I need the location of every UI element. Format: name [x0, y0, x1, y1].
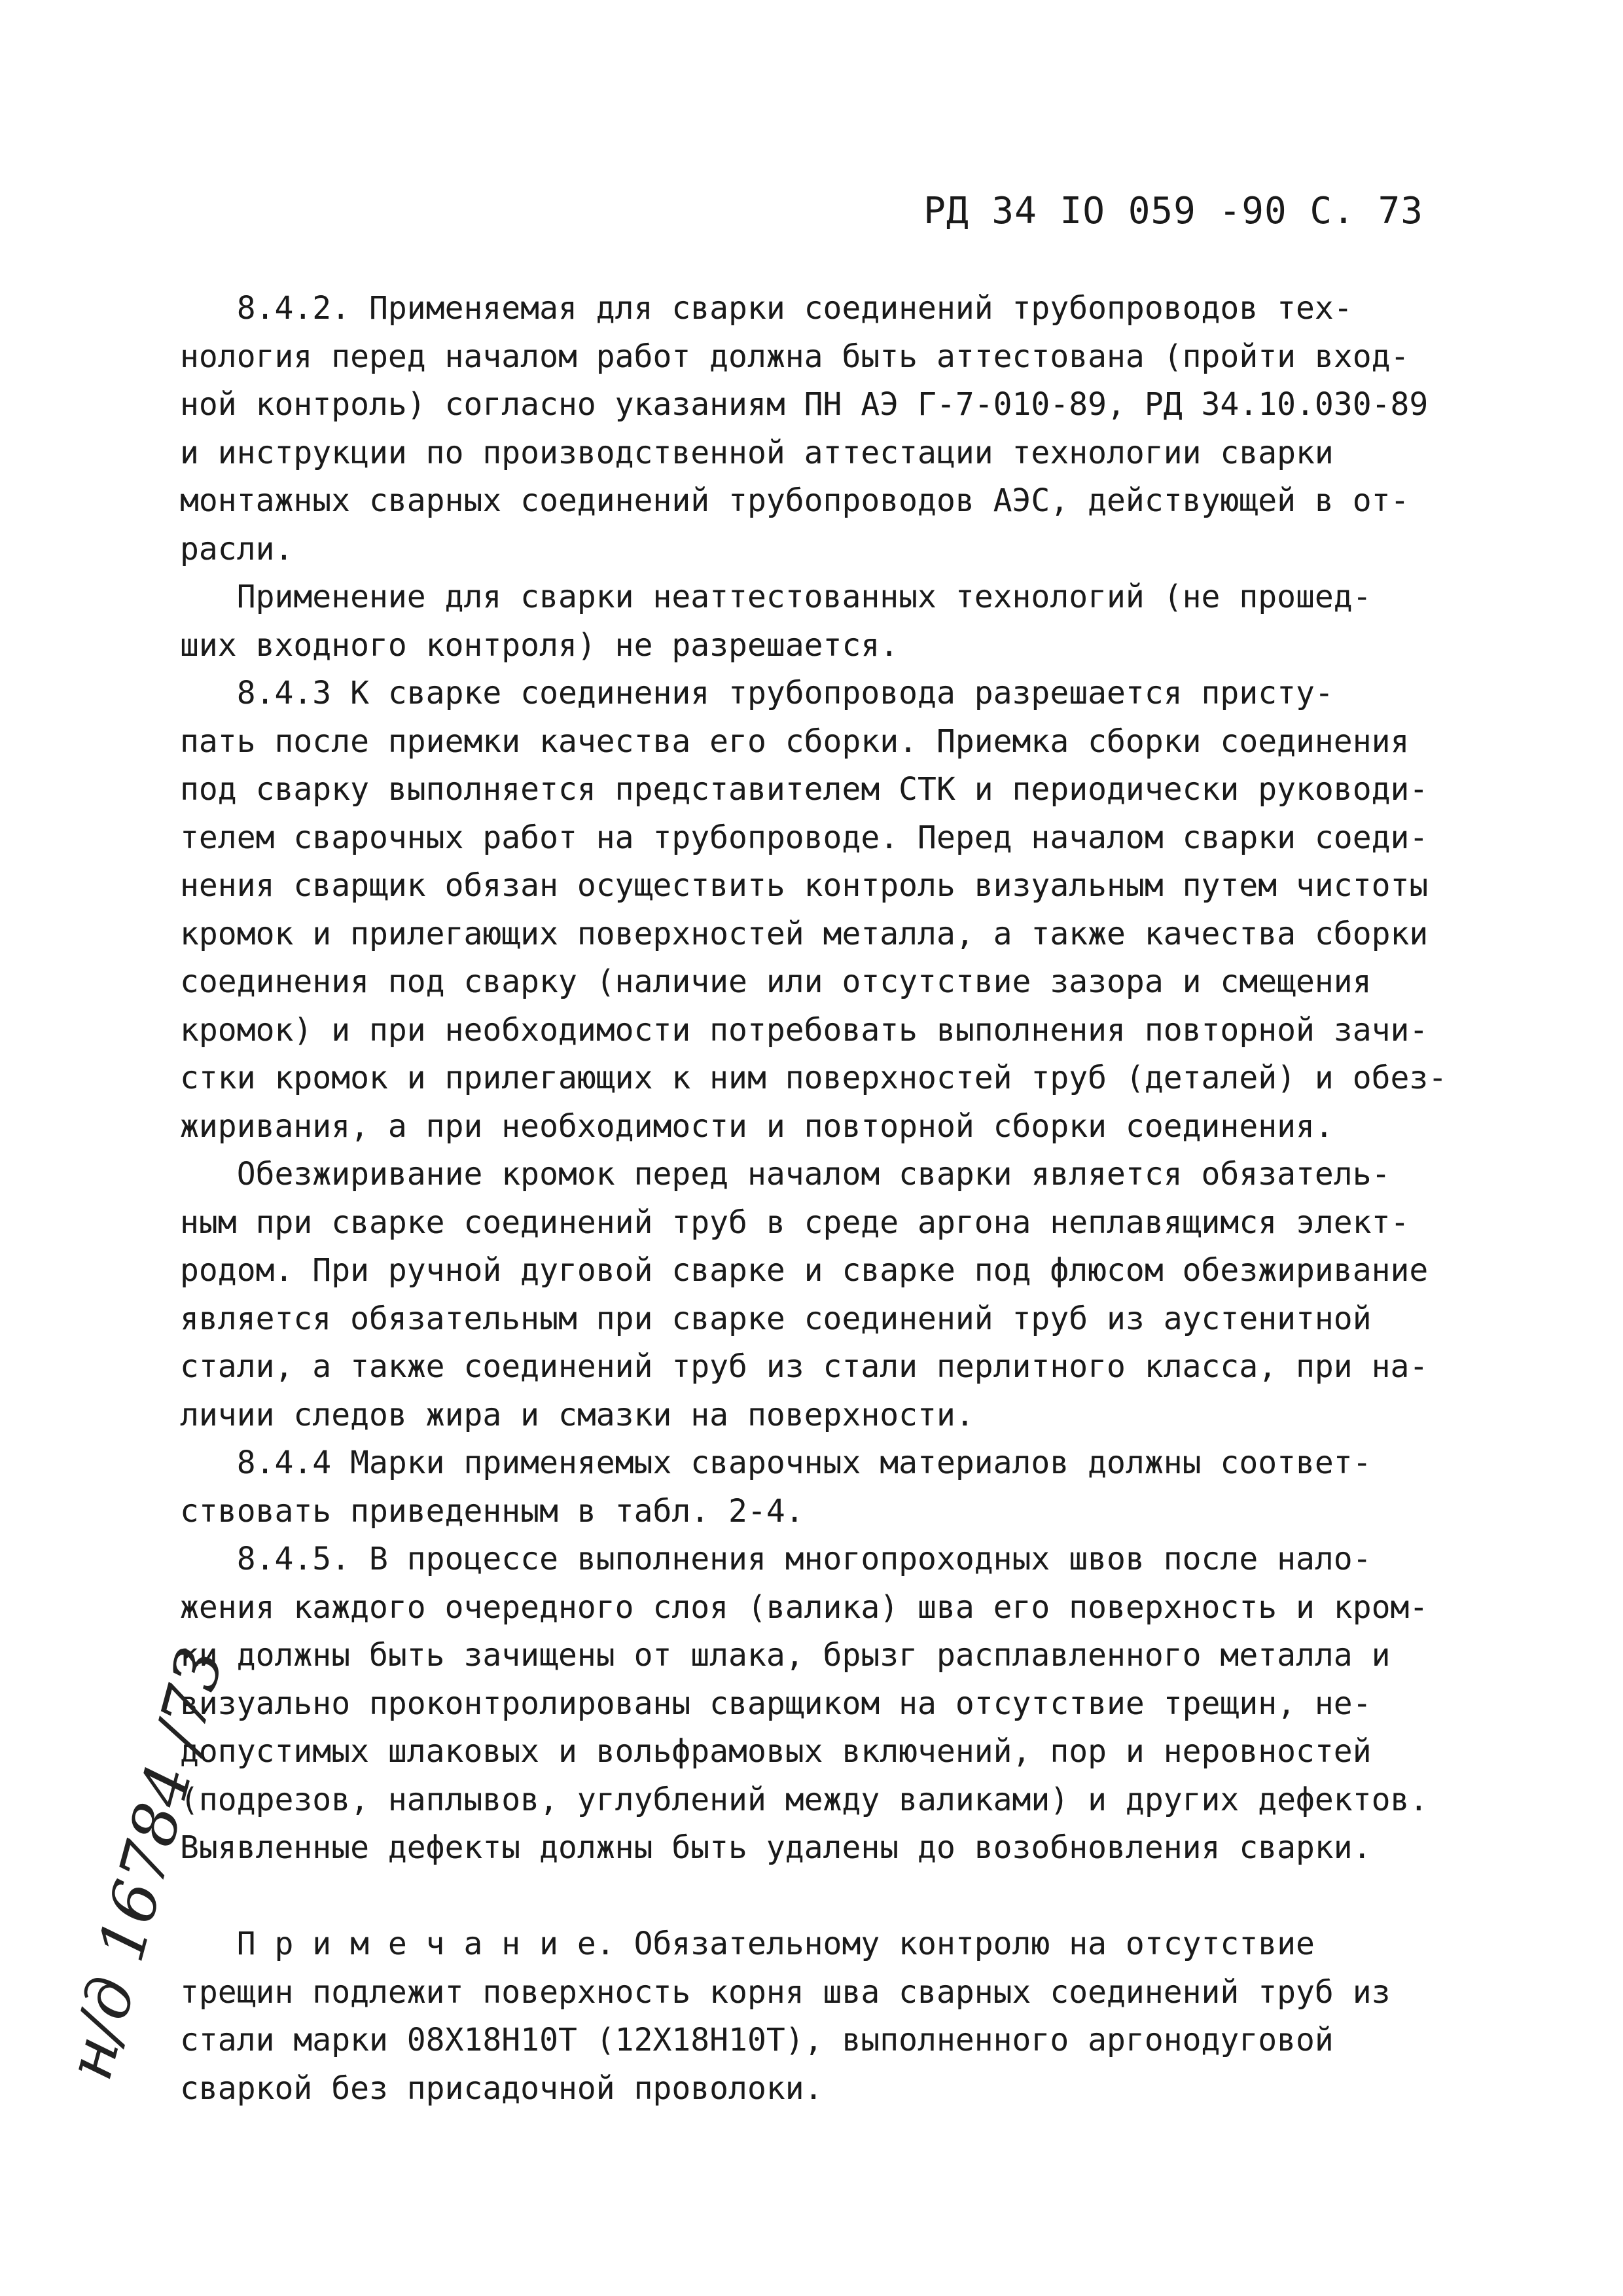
- text-line: телем сварочных работ на трубопроводе. Перед началом сварки соеди-: [180, 819, 1429, 856]
- text-line: Обезжиривание кромок перед началом сварки является обязатель-: [180, 1156, 1391, 1193]
- note-line: стали марки 08Х18Н10Т (12Х18Н10Т), выполненного аргонодуговой: [180, 2022, 1334, 2058]
- text-line: нения сварщик обязан осуществить контроль визуальным путем чистоты: [180, 867, 1429, 904]
- text-line: личии следов жира и смазки на поверхности.: [180, 1396, 974, 1433]
- text-line: допустимых шлаковых и вольфрамовых включений, пор и неровностей: [180, 1733, 1372, 1770]
- text-line: кромок и прилегающих поверхностей металла, а также качества сборки: [180, 915, 1429, 952]
- text-line: и инструкции по производственной аттестации технологии сварки: [180, 434, 1334, 471]
- text-line: визуально проконтролированы сварщиком на отсутствие трещин, не-: [180, 1685, 1372, 1722]
- note-line: трещин подлежит поверхность корня шва сварных соединений труб из: [180, 1973, 1391, 2011]
- text-line: жиривания, а при необходимости и повторной сборки соединения.: [180, 1107, 1334, 1145]
- text-line: родом. При ручной дуговой сварке и сварке под флюсом обезжиривание: [180, 1252, 1429, 1289]
- text-line: стки кромок и прилегающих к ним поверхностей труб (деталей) и обез-: [180, 1060, 1448, 1096]
- text-line: жения каждого очередного слоя (валика) шва его поверхность и кром-: [180, 1588, 1429, 1626]
- text-line: 8.4.4 Марки применяемых сварочных материалов должны соответ-: [180, 1444, 1372, 1481]
- text-line: 8.4.3 К сварке соединения трубопровода разрешается присту-: [180, 675, 1334, 711]
- text-line: Выявленные дефекты должны быть удалены до возобновления сварки.: [180, 1829, 1372, 1866]
- text-line: под сварку выполняется представителем СТК и периодически руководи-: [180, 771, 1429, 808]
- document-body: [180, 285, 1528, 2113]
- text-line: ших входного контроля) не разрешается.: [180, 626, 899, 664]
- text-line: 8.4.2. Применяемая для сварки соединений трубопроводов тех-: [180, 290, 1353, 327]
- text-line: расли.: [180, 530, 294, 567]
- text-line: ным при сварке соединений труб в среде аргона неплавящимся элект-: [180, 1204, 1410, 1241]
- text-line: ствовать приведенным в табл. 2-4.: [180, 1492, 804, 1530]
- text-line: монтажных сварных соединений трубопроводов АЭС, действующей в от-: [180, 482, 1410, 519]
- text-line: нология перед началом работ должна быть аттестована (пройти вход-: [180, 338, 1410, 375]
- text-line: является обязательным при сварке соединений труб из аустенитной: [180, 1300, 1372, 1337]
- text-line: соединения под сварку (наличие или отсутствие зазора и смещения: [180, 963, 1372, 1000]
- paragraph-spacer: [180, 1873, 1528, 1921]
- page-reference-header: РД 34 IO 059 -90 С. 73: [923, 190, 1423, 232]
- handwritten-margin-note: н/д 16784 /73: [52, 1640, 238, 2087]
- note-line: П р и м е ч а н и е. Обязательному контролю на отсутствие: [180, 1926, 1315, 1962]
- text-line: кромок) и при необходимости потребовать выполнения повторной зачи-: [180, 1011, 1429, 1049]
- text-line: 8.4.5. В процессе выполнения многопроходных швов после нало-: [180, 1541, 1372, 1577]
- text-line: пать после приемки качества его сборки. Приемка сборки соединения: [180, 723, 1410, 760]
- note-line: сваркой без присадочной проволоки.: [180, 2070, 823, 2107]
- text-line: Применение для сварки неаттестованных технологий (не прошед-: [180, 579, 1372, 615]
- text-line: ки должны быть зачищены от шлака, брызг расплавленного металла и: [180, 1637, 1391, 1674]
- text-line: (подрезов, наплывов, углублений между валиками) и других дефектов.: [180, 1781, 1429, 1818]
- text-line: стали, а также соединений труб из стали перлитного класса, при на-: [180, 1348, 1429, 1385]
- text-line: ной контроль) согласно указаниям ПН АЭ Г-7-010-89, РД 34.10.030-89: [180, 386, 1429, 423]
